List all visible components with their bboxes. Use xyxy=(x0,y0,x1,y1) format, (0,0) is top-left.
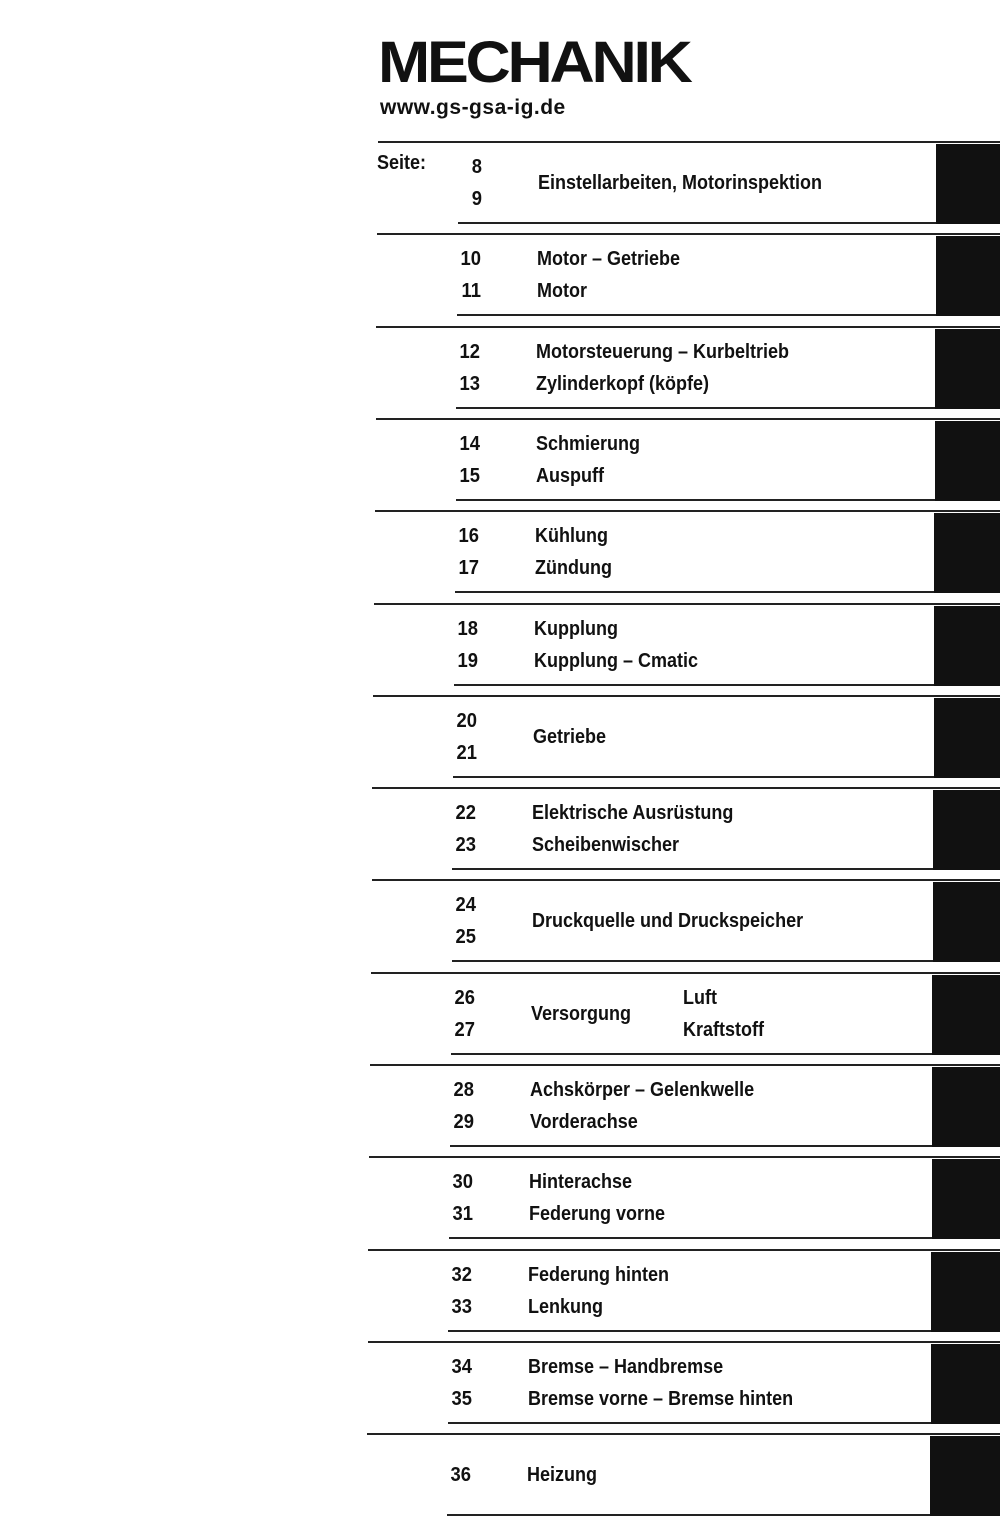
page-number: 34 xyxy=(451,1356,472,1378)
page-number: 21 xyxy=(456,742,477,764)
page-number: 28 xyxy=(453,1079,474,1101)
thumb-index-tab xyxy=(932,1067,1000,1147)
section-title: Luft xyxy=(683,987,717,1009)
section-bottom-rule xyxy=(452,868,1000,870)
page-number: 33 xyxy=(451,1296,472,1318)
section-top-rule xyxy=(368,1341,1000,1343)
page-number: 14 xyxy=(459,433,480,455)
page-number: 24 xyxy=(455,894,476,916)
section-title: Elektrische Ausrüstung xyxy=(532,802,734,824)
thumb-index-tab xyxy=(930,1436,1000,1516)
page-number: 31 xyxy=(452,1203,473,1225)
section-title: Hinterachse xyxy=(529,1171,633,1193)
section-title: Schmierung xyxy=(536,433,641,455)
toc-section xyxy=(0,1156,1000,1248)
page-number: 19 xyxy=(457,650,478,672)
section-top-rule xyxy=(376,326,1000,328)
section-title: Getriebe xyxy=(533,726,607,748)
thumb-index-tab xyxy=(934,606,1000,686)
toc-section xyxy=(0,1064,1000,1156)
section-title: Kraftstoff xyxy=(683,1019,764,1041)
page-number: 23 xyxy=(455,834,476,856)
page-number: 8 xyxy=(471,156,482,178)
page-number: 13 xyxy=(459,373,480,395)
page-number: 30 xyxy=(452,1171,473,1193)
section-bottom-rule xyxy=(457,314,1000,316)
section-bottom-rule xyxy=(449,1237,1000,1239)
section-bottom-rule xyxy=(453,776,1000,778)
thumb-index-tab xyxy=(932,975,1000,1055)
page-number: 12 xyxy=(459,341,480,363)
section-bottom-rule xyxy=(454,684,1000,686)
toc-section xyxy=(0,141,1000,233)
thumb-index-tab xyxy=(936,236,1000,316)
page-number: 35 xyxy=(451,1388,472,1410)
thumb-index-tab xyxy=(931,1344,1000,1424)
section-title: Vorderachse xyxy=(530,1111,638,1133)
section-top-rule xyxy=(372,879,1000,881)
section-top-rule xyxy=(368,1249,1000,1251)
toc-section xyxy=(0,1249,1000,1341)
section-title: Scheibenwischer xyxy=(532,834,680,856)
section-bottom-rule xyxy=(452,960,1000,962)
section-title: Kupplung – Cmatic xyxy=(534,650,699,672)
section-bottom-rule xyxy=(458,222,1000,224)
section-title: Motor xyxy=(537,280,587,302)
page-number: 32 xyxy=(451,1264,472,1286)
seite-label: Seite: xyxy=(377,152,427,174)
thumb-index-tab xyxy=(936,144,1000,224)
page-number: 26 xyxy=(454,987,475,1009)
page-number: 18 xyxy=(457,618,478,640)
section-top-rule xyxy=(374,603,1000,605)
section-bottom-rule xyxy=(447,1514,1000,1516)
section-title: Kühlung xyxy=(535,525,608,547)
section-top-rule xyxy=(377,233,1000,235)
section-top-rule xyxy=(371,972,1000,974)
toc-section xyxy=(0,1341,1000,1433)
section-bottom-rule xyxy=(456,499,1000,501)
section-title: Heizung xyxy=(527,1464,598,1486)
page-number: 15 xyxy=(459,465,480,487)
section-title: Federung hinten xyxy=(528,1264,670,1286)
page-title: MECHANIK xyxy=(378,30,690,95)
page-number: 9 xyxy=(471,188,482,210)
page-number: 11 xyxy=(461,280,481,302)
toc-section xyxy=(0,326,1000,418)
section-top-rule xyxy=(370,1064,1000,1066)
section-bottom-rule xyxy=(455,591,1000,593)
page-number: 25 xyxy=(455,926,476,948)
section-top-rule xyxy=(376,418,1000,420)
section-top-rule xyxy=(369,1156,1000,1158)
thumb-index-tab xyxy=(932,1159,1000,1239)
section-title: Kupplung xyxy=(534,618,618,640)
page-number: 10 xyxy=(460,248,481,270)
thumb-index-tab xyxy=(934,698,1000,778)
thumb-index-tab xyxy=(933,790,1000,870)
section-bottom-rule xyxy=(456,407,1000,409)
section-title: Bremse – Handbremse xyxy=(528,1356,724,1378)
section-bottom-rule xyxy=(450,1145,1000,1147)
toc-section xyxy=(0,972,1000,1064)
section-title: Einstellarbeiten, Motorinspektion xyxy=(538,172,823,194)
thumb-index-tab xyxy=(933,882,1000,962)
section-top-rule xyxy=(372,787,1000,789)
section-title: Achskörper – Gelenkwelle xyxy=(530,1079,755,1101)
section-bottom-rule xyxy=(448,1330,1000,1332)
section-top-rule xyxy=(367,1433,1000,1435)
toc-section xyxy=(0,787,1000,879)
website-url: www.gs-gsa-ig.de xyxy=(380,96,566,119)
section-title: Motor – Getriebe xyxy=(537,248,681,270)
toc-section xyxy=(0,695,1000,787)
section-title: Druckquelle und Druckspeicher xyxy=(532,910,804,932)
toc-section xyxy=(0,603,1000,695)
thumb-index-tab xyxy=(935,421,1000,501)
section-title: Lenkung xyxy=(528,1296,604,1318)
section-title: Motorsteuerung – Kurbeltrieb xyxy=(536,341,790,363)
thumb-index-tab xyxy=(931,1252,1000,1332)
page-number: 27 xyxy=(454,1019,475,1041)
toc-section xyxy=(0,879,1000,971)
toc-section xyxy=(0,418,1000,510)
page-number: 20 xyxy=(456,710,477,732)
section-top-rule xyxy=(378,141,1000,143)
thumb-index-tab xyxy=(935,329,1000,409)
section-title: Zündung xyxy=(535,557,612,579)
toc-section xyxy=(0,510,1000,602)
toc-section xyxy=(0,233,1000,325)
section-title: Zylinderkopf (köpfe) xyxy=(536,373,710,395)
page-number: 16 xyxy=(458,525,479,547)
section-bottom-rule xyxy=(451,1053,1000,1055)
section-title: Bremse vorne – Bremse hinten xyxy=(528,1388,794,1410)
section-top-rule xyxy=(373,695,1000,697)
section-title: Federung vorne xyxy=(529,1203,666,1225)
section-top-rule xyxy=(375,510,1000,512)
page-number: 17 xyxy=(458,557,479,579)
page-number: 36 xyxy=(450,1464,471,1486)
page-number: 22 xyxy=(455,802,476,824)
thumb-index-tab xyxy=(934,513,1000,593)
section-title: Auspuff xyxy=(536,465,604,487)
page-number: 29 xyxy=(453,1111,474,1133)
toc-section xyxy=(0,1433,1000,1525)
section-title: Versorgung xyxy=(531,1003,632,1025)
section-bottom-rule xyxy=(448,1422,1000,1424)
